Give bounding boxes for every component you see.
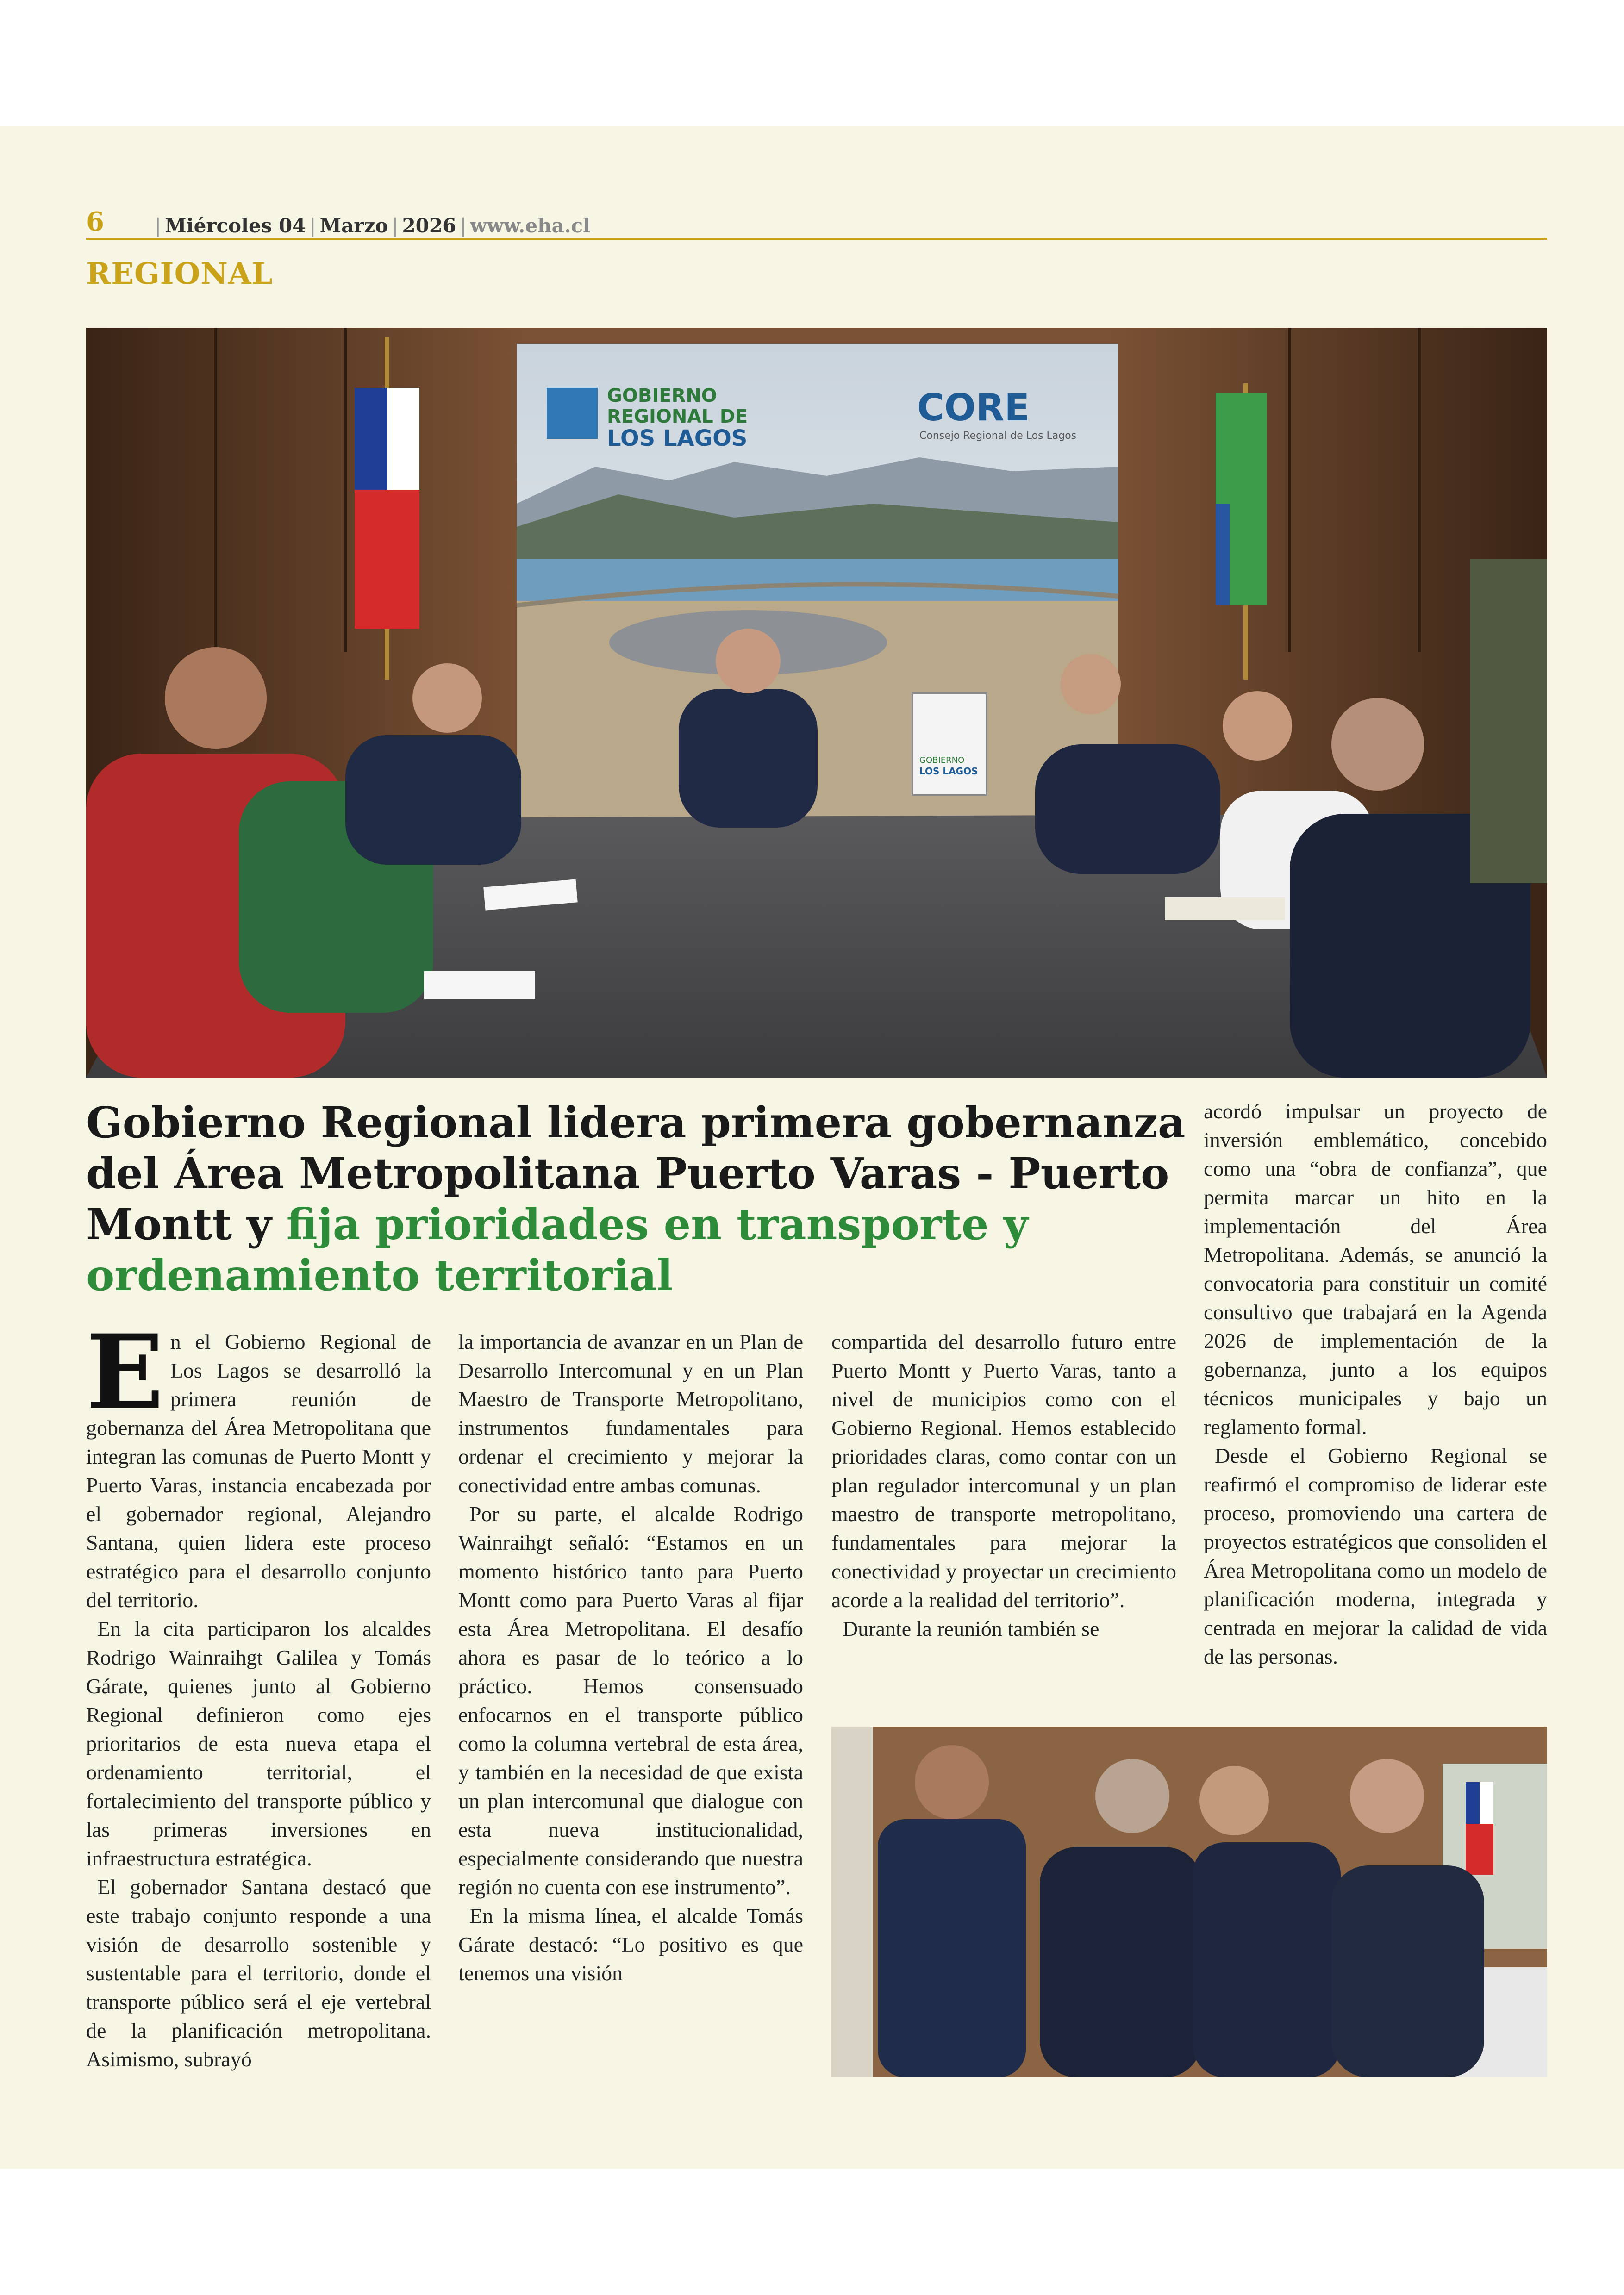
col2-paragraph-3: En la misma línea, el alcalde Tomás Gárate destacó: “Lo positivo es que tenemos una visión — [458, 1904, 803, 1985]
header-month: Marzo — [319, 214, 388, 237]
banner-logo-line3: LOS LAGOS — [607, 425, 748, 451]
secondary-photo — [831, 1727, 1547, 2077]
main-photo — [86, 328, 1547, 1078]
officials-greeting-photo-illustration — [831, 1727, 1547, 2077]
col3-paragraph-1: compartida del desarrollo futuro entre Puerto Montt y Puerto Varas, tanto a nivel de municipios como con el Gobierno Regional. Hemos establecido prioridades claras, como contar con un plan regulador intercomunal y un plan maestro de transporte metropolitano, fundamentales para mejorar la conectividad y proyectar un crecimiento acorde a la realidad del territorio”. — [831, 1330, 1176, 1612]
col2-paragraph-2: Por su parte, el alcalde Rodrigo Wainraihgt señaló: “Estamos en un momento histórico tanto para Puerto Montt como para Puerto Varas al fijar esta Área Metropolitana. El desafío ahora es pasar de lo teórico a lo práctico. Hemos consensuado enfocarnos en el transporte público como la columna vertebral de esta área, y también en la necesidad de que exista un plan intercomunal que dialogue con esta nueva institucionalidad, especialmente considerando que nuestra región no cuenta con ese instrumento”. — [458, 1502, 803, 1899]
col3-paragraph-2: Durante la reunión también se — [843, 1617, 1099, 1640]
banner-logo-line2: REGIONAL DE — [607, 406, 748, 427]
gobierno-logo-icon — [547, 388, 598, 439]
header-year: 2026 — [402, 214, 456, 237]
desk-sign-line2: LOS LAGOS — [919, 766, 978, 777]
headline-black: Gobierno Regional lidera primera gobernanza del Área Metropolitana Puerto Varas - Puerto Montt y — [86, 1098, 1186, 1249]
article-column-4 — [1204, 1097, 1547, 1671]
col4-paragraph-2: Desde el Gobierno Regional se reafirmó el compromiso de liderar este proceso, promoviendo una cartera de proyectos estratégicos que consoliden el Área Metropolitana como un modelo de planificación moderna, integrada y centrada en mejorar la calidad de vida de las personas. — [1204, 1444, 1547, 1668]
col2-paragraph-1: la importancia de avanzar en un Plan de Desarrollo Intercomunal y en un Plan Maestro de Transporte Metropolitano, instrumentos fundamentales para ordenar el crecimiento y mejorar la conectividad entre ambas comunas. — [458, 1330, 803, 1497]
col1-paragraph-3: El gobernador Santana destacó que este trabajo conjunto responde a una visión de desarrollo sostenible y sustentable para el territorio, donde el transporte público será el eje vertebral de la planificación metropolitana. Asimismo, subrayó — [86, 1875, 431, 2071]
header-rule — [86, 238, 1547, 240]
desk-sign-line1: GOBIERNO — [919, 755, 965, 765]
header-day: Miércoles 04 — [165, 214, 306, 237]
page-number: 6 — [86, 206, 104, 237]
header-website: www.eha.cl — [470, 214, 591, 237]
article-column-3 — [831, 1328, 1176, 1643]
drop-cap: E — [86, 1312, 164, 1432]
headline-green: fija prioridades en transporte y ordenamiento territorial — [86, 1199, 1028, 1300]
meeting-photo-illustration — [86, 328, 1547, 1078]
article-column-2 — [458, 1328, 803, 1988]
banner-logo-line1: GOBIERNO — [607, 385, 717, 406]
article-headline — [86, 1097, 1197, 1301]
section-title: REGIONAL — [86, 256, 273, 291]
col1-paragraph-2: En la cita participaron los alcaldes Rodrigo Wainraihgt Galilea y Tomás Gárate, quienes junto al Gobierno Regional definieron como ejes prioritarios de esta nueva etapa el ordenamiento territorial, el fortalecimiento del transporte público y las primeras inversiones en infraestructura estratégica. — [86, 1617, 431, 1870]
page-header: 6 | Miércoles 04 | Marzo | 2026 | www.eha.cl — [86, 206, 591, 237]
article-column-1 — [86, 1312, 431, 2074]
core-logo-subtitle: Consejo Regional de Los Lagos — [919, 430, 1077, 442]
col4-paragraph-1: acordó impulsar un proyecto de inversión emblemático, concebido como una “obra de confianza”, que permita marcar un hito en la implementación del Área Metropolitana. Además, se anunció la convocatoria para constituir un comité consultivo que trabajará en la Agenda 2026 de implementación de la gobernanza, junto a los equipos técnicos municipales y bajo un reglamento formal. — [1204, 1099, 1547, 1439]
col1-paragraph-1: n el Gobierno Regional de Los Lagos se desarrolló la primera reunión de gobernanza del Área Metropolitana que integran las comunas de Puerto Montt y Puerto Varas, instancia encabezada por el gobernador regional, Alejandro Santana, quien lidera este proceso estratégico para el desarrollo conjunto del territorio. — [86, 1330, 431, 1612]
core-logo: CORE — [917, 386, 1030, 429]
